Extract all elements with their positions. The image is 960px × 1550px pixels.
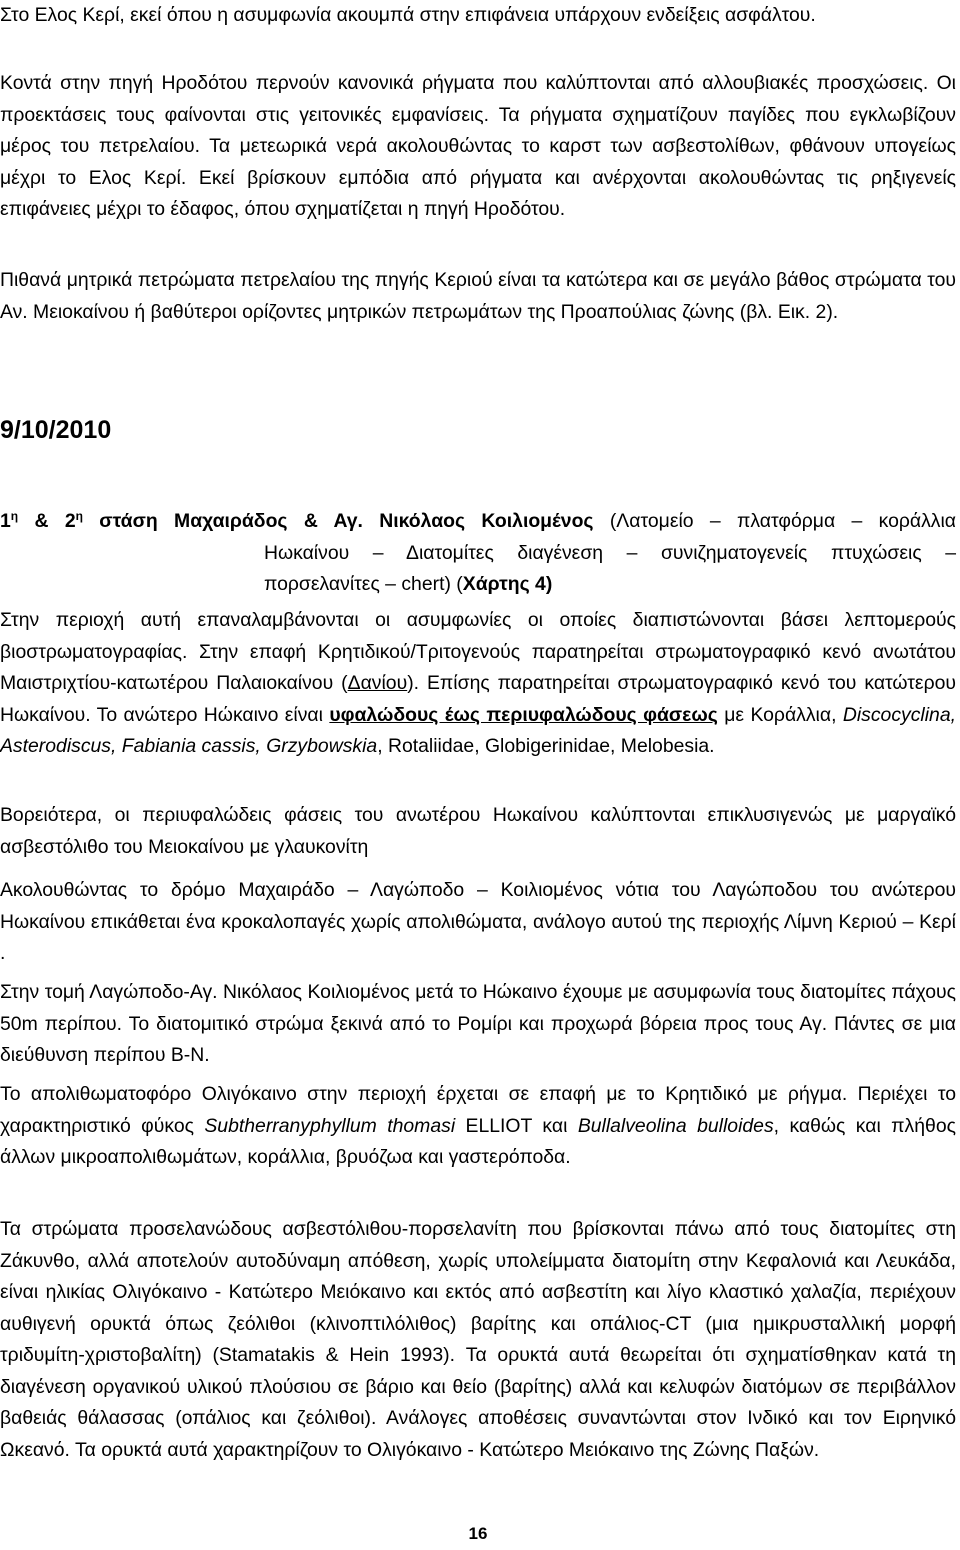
stop-heading-description-2: Ηωκαίνου – Διατομίτες διαγένεση – συνιζηματογενείς πτυχώσεις – [264, 541, 956, 564]
stop-number-2-superscript: η [75, 509, 83, 523]
p8-text-a: Το απολιθωματοφόρο Ολιγόκαινο στην περιοχή έρχεται σε επαφή με το Κρητιδικό με ρήγμα. Περιέχει το χαρακτηριστικό φύκος [0, 1083, 956, 1137]
map-reference: Χάρτης 4) [462, 573, 553, 595]
p4-text-c: με Κοράλλια, [717, 703, 843, 726]
p4-danian-link: Δανίου [347, 672, 408, 694]
p4-reef-facies: υφαλώδους έως περιυφαλώδους φάσεως [329, 703, 718, 726]
stop-number-2: 2 [64, 510, 76, 532]
p8-text-b: ELLIOT και [455, 1114, 578, 1137]
paragraph-porcelanite: Τα στρώματα προσελανώδους ασβεστόλιθου-πορσελανίτη που βρίσκονται πάνω από τους διατομίτες στη Ζάκυνθο, αλλά αποτελούν αυτοδύναμη απόθεση, χωρίς υπολείμματα διατομίτη στην Κεφαλονιά και Λευκάδα, είναι ηλικίας Ολιγόκαινο - Κατώτερο Μειόκαινο και εκτός από ασβεστίτη και λίγο κλαστικό χαλαζία, περιέχουν αυθιγενή ορυκτά όπως ζεόλιθοι (κλινοπτιλόλιθος) βαρίτης και οπάλιος-CT (μια ημικρυσταλλική μορφή τριδυμίτη-χριστοβαλίτη) (Stamatakis & Hein 1993). Τα ορυκτά αυτά θεωρείται ότι σχηματίσθηκαν κατά τη διαγένεση οργανικού υλικού πλούσιου σε βάριο και θείο (βαρίτης) αλλά και κελυφών διατόμων σε περιβάλλον βαθειάς θάλασσας (οπάλιος και ζεόλιθοι). Ανάλογες αποθέσεις συναντώνται στον Ινδικό και τον Ειρηνικό Ωκεανό. Τα ορυκτά αυτά χαρακτηρίζουν το Ολιγόκαινο - Κατώτερο Μειόκαινο της Ζώνης Παξών. [0, 1218, 956, 1461]
p4-text-b: ). Επίσης παρατηρείται στρωματογραφικό κενό του κατώτερου Ηωκαίνου. Το ανώτερο Ηώκαινο είναι [0, 672, 956, 726]
stop-title: στάση Μαχαιράδος & Αγ. Νικόλαος Κοιλιομένος [82, 510, 594, 532]
paragraph-source-rocks: Πιθανά μητρικά πετρώματα πετρελαίου της πηγής Κεριού είναι τα κατώτερα και σε μεγάλο βάθος στρώματα του Αν. Μειοκαίνου ή βαθύτεροι ορίζοντες μητρικών πετρωμάτων της Προαπούλιας ζώνης (βλ. Εικ. 2). [0, 269, 956, 323]
paragraph-diatomites: Στην τομή Λαγώποδο-Αγ. Νικόλαος Κοιλιομένος μετά το Ηώκαινο έχουμε με ασυμφωνία τους διατομίτες πάχους 50m περίπου. Το διατομιτικό στρώμα ξεκινά από το Ρομίρι και προχωρά βόρεια προς τους Αγ. Πάντες σε μια διεύθυνση περίπου Β-Ν. [0, 981, 956, 1066]
paragraph-road-section: Ακολουθώντας το δρόμο Μαχαιράδο – Λαγώποδο – Κοιλιομένος νότια του Λαγώποδου του ανώτερου Ηωκαίνου επικάθεται ένα κροκαλοπαγές χωρίς απολιθώματα, ανάλογο αυτού της περιοχής Λίμνη Κεριού – Κερί . [0, 879, 956, 964]
p8-text-c: , καθώς και πλήθος άλλων μικροαπολιθωμάτων, κοράλλια, βρυόζωα και γαστερόποδα. [0, 1114, 956, 1168]
page-number: 16 [468, 1524, 488, 1543]
p4-text-d: , Rotaliidae, Globigerinidae, Melobesia. [377, 735, 715, 757]
stop-heading-description-3: πορσελανίτες – chert) ( [264, 573, 463, 595]
stop-heading-line3 [0, 569, 956, 601]
paragraph-herodotus-spring: Κοντά στην πηγή Ηροδότου περνούν κανονικά ρήγματα που καλύπτονται από αλλουβιακές προσχώσεις. Οι προεκτάσεις τους φαίνονται στις γειτονικές εμφανίσεις. Τα ρήγματα σχηματίζουν παγίδες που εγκλωβίζουν μέρος του πετρελαίου. Τα μετεωρικά νερά ακολουθώντας το καρστ των ασβεστολίθων, φθάνουν υπογείως μέχρι το Ελος Κερί. Εκεί βρίσκουν εμπόδια από ρήγματα και ανέρχονται ακολουθώντας τις ρηξιγενείς επιφάνειες μέχρι το έδαφος, όπου σχηματίζεται η πηγή Ηροδότου. [0, 72, 956, 220]
date-heading: 9/10/2010 [0, 416, 112, 444]
paragraph-unconformities [0, 605, 956, 763]
stop-heading [0, 506, 956, 601]
p8-species-1: Subtherranyphyllum thomasi [204, 1114, 456, 1137]
p4-text-a: Στην περιοχή αυτή επαναλαμβάνονται οι ασυμφωνίες οι οποίες διαπιστώνονται βάσει λεπτομερούς βιοστρωματογραφίας. Στην επαφή Κρητιδικού/Τριτογενούς παρατηρείται στρωματογραφικό κενό ανωτάτου Μαιστριχτίου-κατωτέρου Παλαιοκαίνου ( [0, 609, 956, 694]
stop-heading-description-1: (Λατομείο – πλατφόρμα – κοράλλια [593, 510, 956, 532]
p4-taxa-italic: Discocyclina, Asterodiscus, Fabiania cassis, Grzybowskia [0, 703, 957, 757]
stop-heading-ampersand: & [18, 510, 65, 532]
paragraph-northern-facies: Βορειότερα, οι περιυφαλώδεις φάσεις του ανωτέρου Ηωκαίνου καλύπτονται επικλυσιγενώς με μαργαϊκό ασβεστόλιθο του Μειοκαίνου με γλαυκονίτη [0, 804, 956, 858]
paragraph-oligocene [0, 1079, 956, 1174]
paragraph-asphalt: Στο Ελος Κερί, εκεί όπου η ασυμφωνία ακουμπά στην επιφάνεια υπάρχουν ενδείξεις ασφάλτου. [0, 4, 816, 26]
p8-species-2: Bullalveolina bulloides [577, 1114, 774, 1137]
stop-number-1-superscript: η [10, 509, 19, 523]
stop-heading-line1 [0, 506, 956, 538]
stop-number-1: 1 [0, 510, 11, 532]
